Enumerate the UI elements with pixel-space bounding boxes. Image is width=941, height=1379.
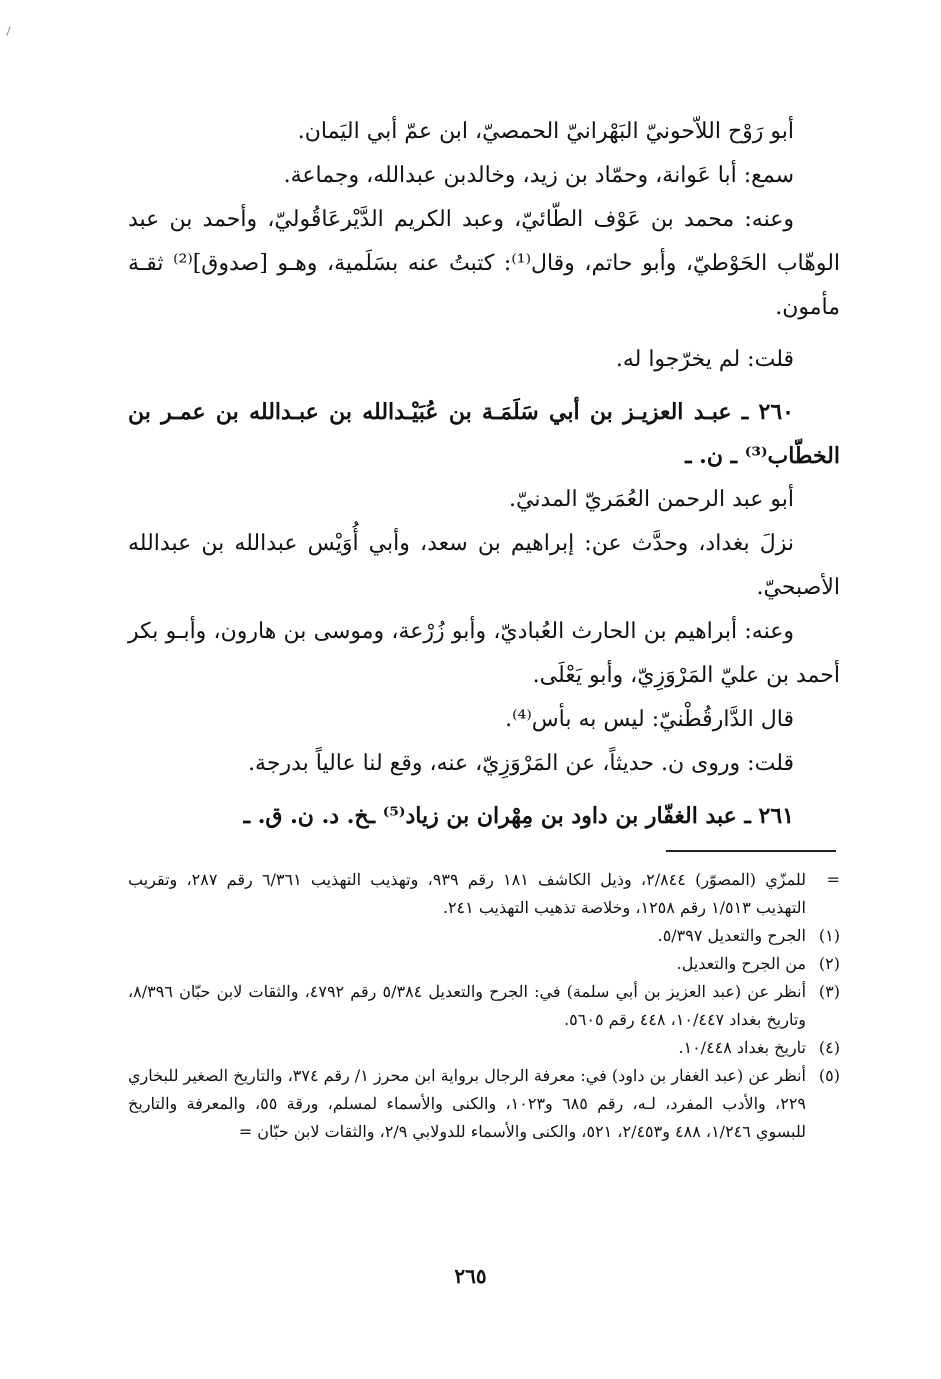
footnote-mark: (٣) [818,982,840,1001]
footnote-continuation [128,866,840,922]
page-number: ٢٦٥ [454,1264,487,1288]
footnote-text: أنظر عن (عبد العزيز بن أبي سلمة) في: الجرح والتعديل ٥/٣٨٤ رقم ٤٧٩٢، والثقات لابن حبّان ٨/٣٩٦، وتاريخ بغداد ١٠/٤٤٧، ٤٤٨ رقم ٥٦٠٥. [128,982,807,1029]
scan-mark [6,26,10,36]
footnote-text: أنظر عن (عبد الغفار بن داود) في: معرفة الرجال برواية ابن محرز ١/ رقم ٣٧٤، والتاريخ الصغير للبخاري ٢٢٩، والأدب المفرد، لـه، رقم ٦٨٥ و١٠٢٣، والكنى والأسماء لمسلم، ورقة ٥٥، والمعرفة والتاريخ للبسوي ١/٢٤٦، ٤٨٨ و٢/٤٥٣، ٥٢١، والكنى والأسماء للدولابي ٢/٩، والثقات لابن حبّان = [128,1066,807,1141]
footnote-5 [128,1062,840,1146]
footnote-mark: = [826,870,840,889]
footnote-mark: (٢) [818,954,840,973]
footnote-2 [128,950,840,978]
paragraph-narrators-260: وعنه: أبراهيم بن الحارث العُباديّ، وأبو زُرْعة، وموسى بن هارون، وأبـو بكر أحمد بن عليّ المَرْوَزِيّ، وأبو يَعْلَى. [128,619,840,688]
footnote-divider [666,850,836,852]
footnote-1 [128,922,840,950]
footnote-text: من الجرح والتعديل. [676,954,806,973]
paragraph-kunya: أبو رَوْح اللاّحونيّ البَهْرانيّ الحمصيّ، ابن عمّ أبي اليَمان. [297,119,794,144]
paragraph-author-note: قلت: لم يخرّجوا له. [615,347,794,372]
footnote-3 [128,978,840,1034]
entry-heading-261: ٢٦١ ـ عبد الغفّار بن داود بن مِهْران بن زياد⁽⁵⁾ ـخ. د. ن. ق. ـ [243,803,794,829]
footnotes [128,866,840,1146]
footnote-mark: (٤) [818,1038,840,1057]
paragraph-kunya-260: أبو عبد الرحمن العُمَريّ المدنيّ. [509,487,794,512]
footnote-text: تاريخ بغداد ١٠/٤٤٨. [678,1038,806,1057]
footnote-text: الجرح والتعديل ٥/٣٩٧. [657,926,806,945]
footnote-4 [128,1034,840,1062]
footnote-mark: (١) [818,926,840,945]
entry-heading-260: ٢٦٠ ـ عبـد العزيـز بن أبي سَلَمَـة بن عُبَيْـدالله بن عبـدالله بن عمـر بن الخطّاب⁽³⁾ ـ ن. ـ [128,399,840,469]
footnote-mark: (٥) [818,1066,840,1085]
main-text [128,110,840,838]
paragraph-daraqutni: قال الدَّارقُطْنيّ: ليس به بأس⁽⁴⁾. [505,707,794,732]
paragraph-heard-from: سمع: أبا عَوانة، وحمّاد بن زيد، وخالدبن عبدالله، وجماعة. [283,163,794,188]
paragraph-author-note-260: قلت: وروى ن. حديثاً، عن المَرْوَزِيّ، عنه، وقع لنا عالياً بدرجة. [248,751,794,776]
footnote-text: للمزّي (المصوّر) ٢/٨٤٤، وذيل الكاشف ١٨١ رقم ٩٣٩، وتهذيب التهذيب ٦/٣٦١ رقم ٢٨٧، وتقريب التهذيب ١/٥١٣ رقم ١٢٥٨، وخلاصة تذهيب التهذيب ٢٤١. [128,870,807,917]
paragraph-residence: نزلَ بغداد، وحدَّث عن: إبراهيم بن سعد، وأبي أُوَيْس عبدالله بن عبدالله الأصبحيّ. [128,531,840,600]
paragraph-narrators: وعنه: محمد بن عَوْف الطّائيّ، وعبد الكريم الدَّيْرعَاقُوليّ، وأحمد بن عبد الوهّاب الحَوْطيّ، وأبو حاتم، وقال⁽¹⁾: كتبتُ عنه بسَلَمية، وهـو [صدوق]⁽²⁾ ثقـة مأمون. [128,207,841,320]
